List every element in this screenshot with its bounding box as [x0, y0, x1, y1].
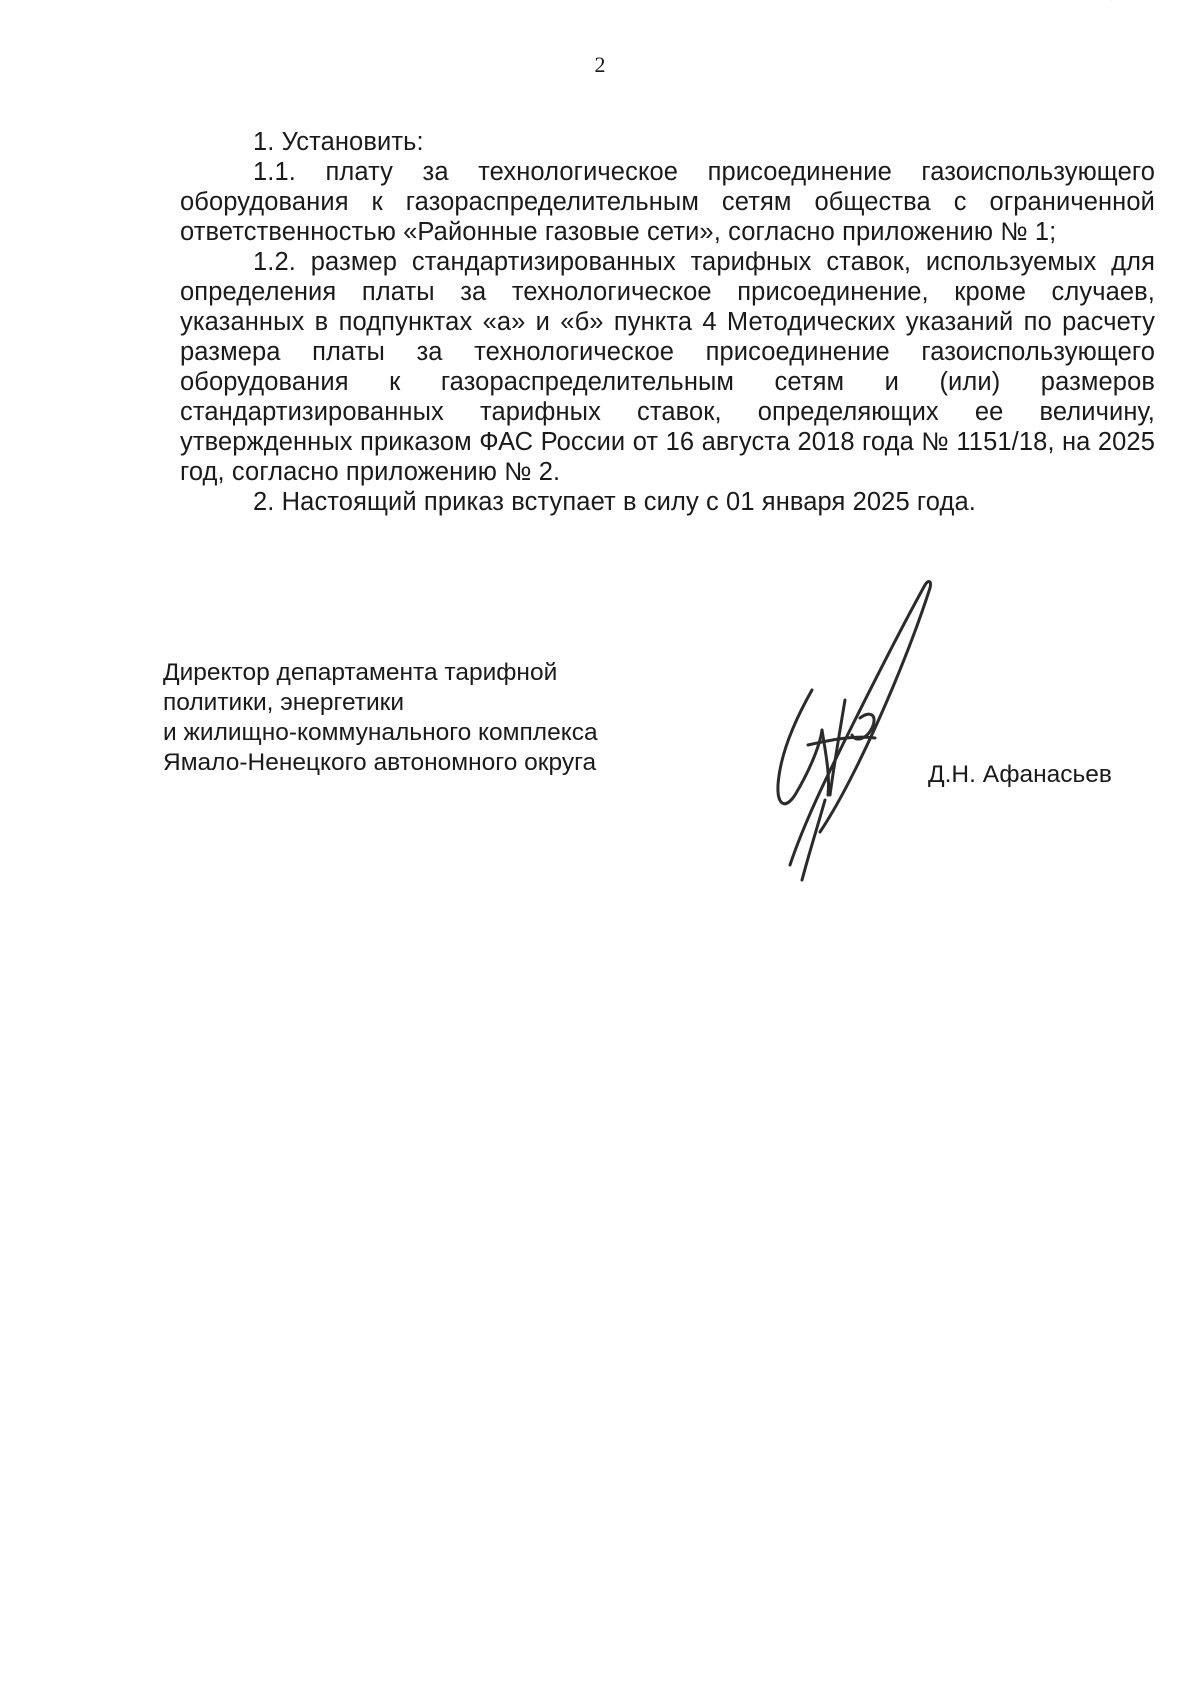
- clause-2: 2. Настоящий приказ вступает в силу с 01 января 2025 года.: [253, 488, 976, 516]
- order-body-text: [180, 127, 1155, 517]
- signatory-title: [163, 658, 703, 778]
- signatory-title-line: политики, энергетики: [163, 689, 405, 716]
- page-number: 2: [594, 52, 606, 77]
- signatory-name: Д.Н. Афанасьев: [928, 761, 1112, 788]
- signatory-title-line: Ямало-Ненецкого автономного округа: [163, 749, 597, 776]
- handwritten-signature: [760, 570, 960, 900]
- clause-1: 1. Установить:: [253, 128, 424, 156]
- signatory-title-line: и жилищно-коммунального комплекса: [163, 719, 598, 746]
- clause-1-2: 1.2. размер стандартизированных тарифных ставок, используемых для определения платы за технологическое присоединение, кроме случаев, указанных в подпунктах «а» и «б» пункта 4 Методических указаний по расчету размера платы за технологическое присоединение газоиспользующего оборудования к газораспределительным сетям и (или) размеров стандартизированных тарифных ставок, определяющих ее величину, утвержденных приказом ФАС России от 16 августа 2018 года № 1151/18, на 2025 год, согласно приложению № 2.: [180, 248, 1155, 486]
- clause-1-1: 1.1. плату за технологическое присоединение газоиспользующего оборудования к газораспределительным сетям общества с ограниченной ответственностью «Районные газовые сети», согласно приложению № 1;: [180, 158, 1155, 246]
- page-corner-mark: [1070, 0, 1130, 4]
- signatory-title-line: Директор департамента тарифной: [163, 659, 558, 686]
